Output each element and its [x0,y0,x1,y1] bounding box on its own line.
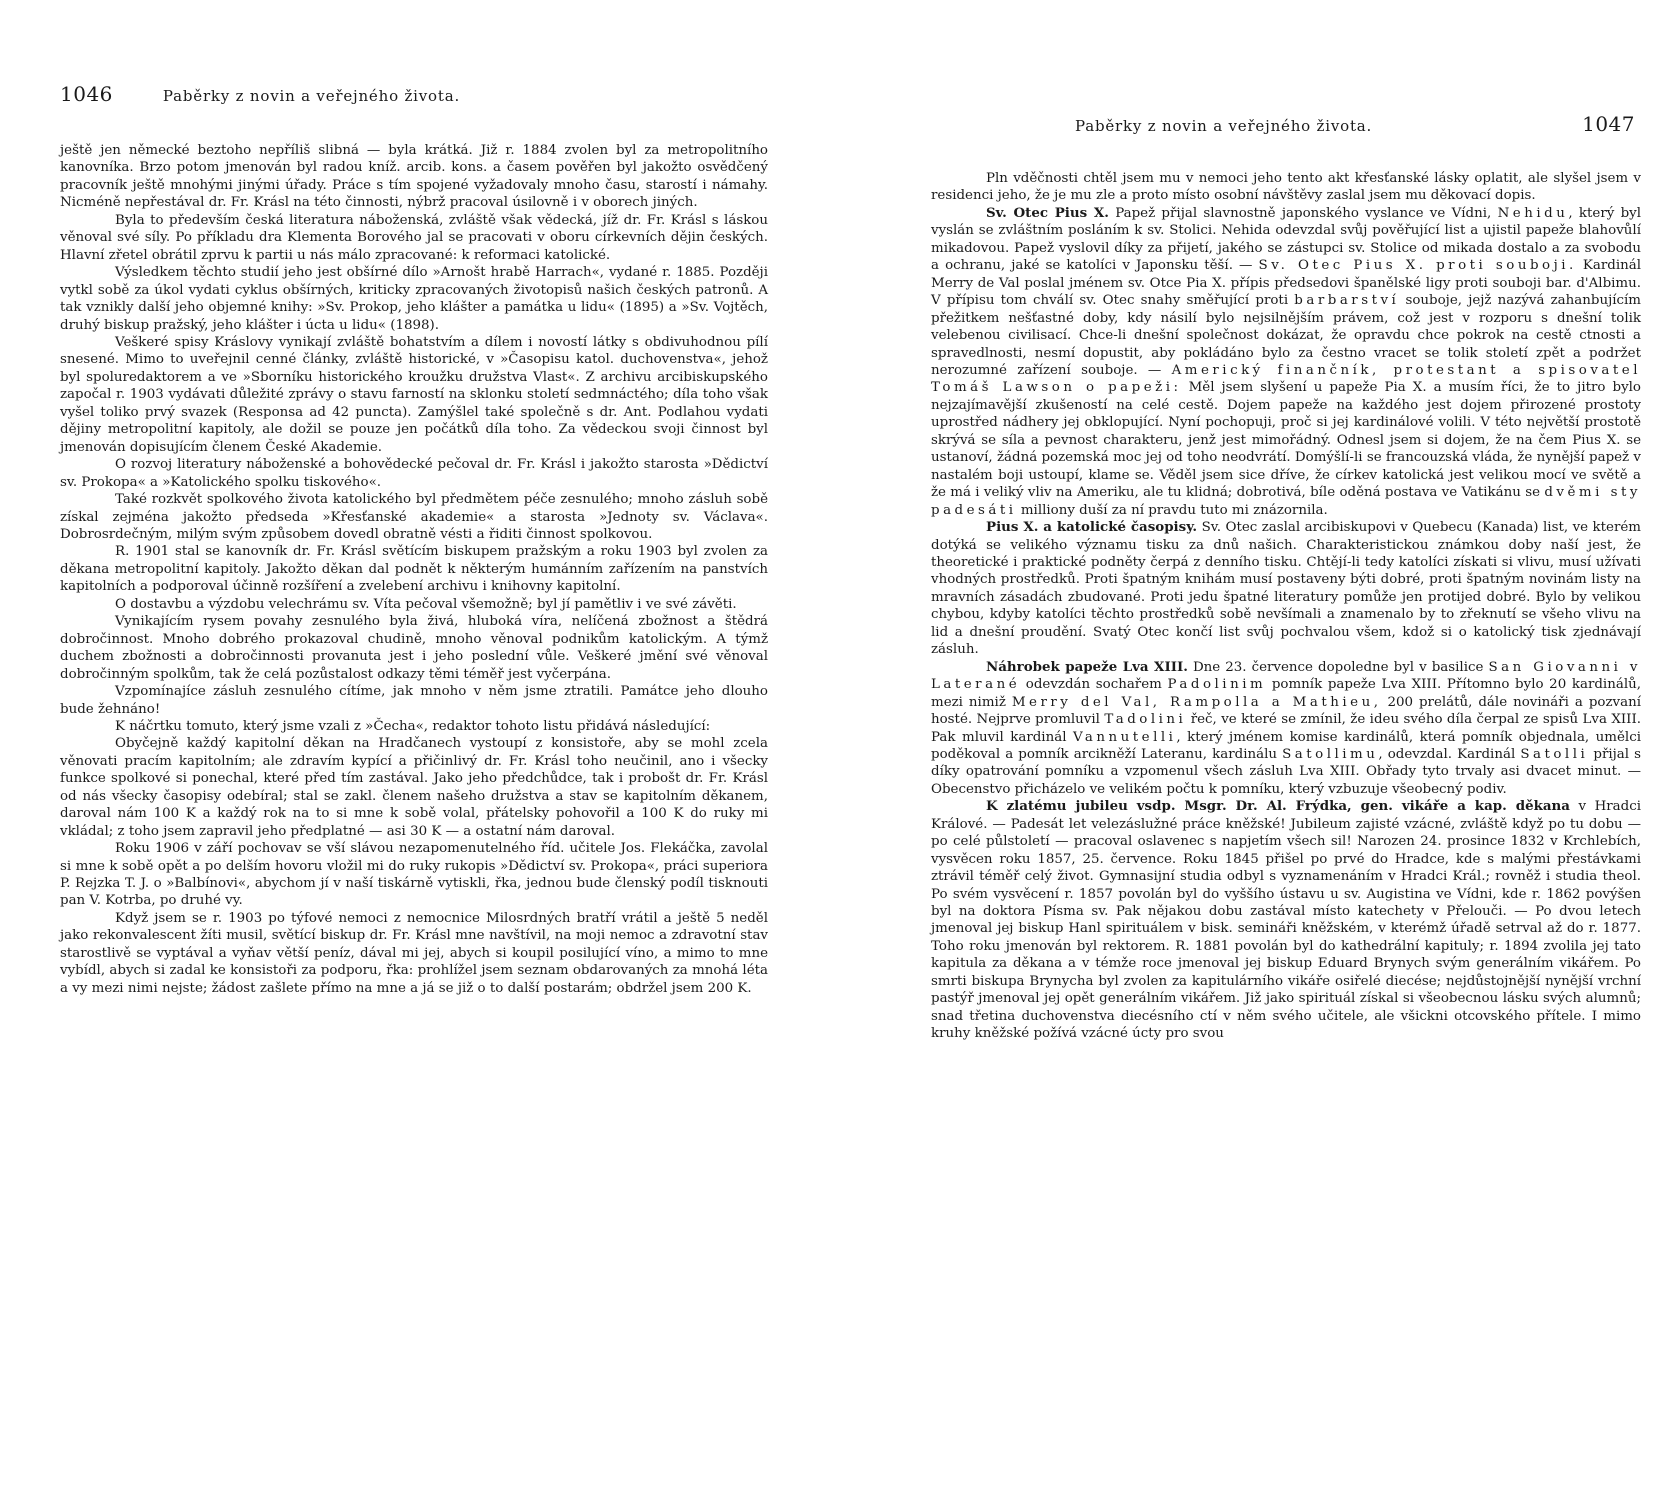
paragraph: K náčrtku tomuto, který jsme vzali z »Čecha«, redaktor tohoto listu přidává následující: [115,718,711,734]
paragraph: Byla to především česká literatura náboženská, zvláště však vědecká, jíž dr. Fr. Krásl s láskou věnoval své síly. Po příkladu dra Klementa Borového jal se pracovati v oboru církevních dějin českých. Hlavní zřetel obrátil zprvu k partii u nás málo zpracované: k reformaci katolické. [60,212,768,263]
spaced-subheading: Sv. Otec Pius X. proti souboji. [1258,258,1577,274]
paragraph: R. 1901 stal se kanovník dr. Fr. Krásl světícím biskupem pražským a roku 1903 byl zvolen za děkana metropolitní kapitoly. Jakožto děkan dal podnět k některým humánním zařízením na panstvích kapitolních a podporoval účinně rozšíření a zvelebení archivu i knihovny kapitolní. [60,544,768,595]
paragraph: Obyčejně každý kapitolní děkan na Hradčanech vystoupí z konsistoře, aby se mohl zcela věnovati pracím kapitolním; ale zdravím kypící a přičinlivý dr. Fr. Krásl toho neučinil, ano i všecky funkce spolkové si ponechal, které před tím zastával. Jako jeho předchůdce, tak i probošt dr. Fr. Krásl od nás všecky časopisy odebíral; stal se zakl. členem našeho družstva a stav se kapitolním děkanem, daroval nám 100 K a každý rok na to si mne k sobě volal, přátelsky pohovořil a 100 K do ruky mi vkládal; z toho jsem zapravil jeho předplatné — asi 30 K — a ostatní nám daroval. [60,736,768,839]
article-jubileum: K zlatému jubileu vsdp. Msgr. Dr. Al. Frýdka, gen. vikáře a kap. děkana v Hradci Králové. — Padesát let velezáslužné práce kněžské! Jubileum zajisté vzácné, zvláště když po tu dobu — po celé půlstoletí — pracoval oslavenec s napjetím všech sil! Narozen 24. prosince 1832 v Krchlebích, vysvěcen roku 1857, 25. července. Roku 1845 přišel po prvé do Hradce, kde s malými přestávkami ztrávil téměř celý život. Gymnasijní studia odbyl s vyznamenáním v Hradci Král.; rovněž i studia theol. Po svém vysvěcení r. 1857 povolán byl do vyššího ústavu u sv. Augistina ve Vídni, kde r. 1862 povýšen byl na doktora Písma sv. Pak nějakou dobu zastával místo katechety v Přelouči. — Po dvou letech jmenoval jej biskup Hanl spirituálem v bisk. semináři kněžském, v kterémž úřadě setrval až do r. 1877. Toho roku jmenován byl rektorem. R. 1881 povolán byl do kathedrální kapituly; r. 1894 zvolila jej tato kapitula za děkana a v témže roce jmenoval jej biskup Eduard Brynych svým generálním vikářem. Po smrti biskupa Brynycha byl zvolen za kapitulárního vikáře osiřelé diecése; nejdůstojnější nynější vrchní pastýř jmenoval jej opět generálním vikářem. Již jako spirituál získal si všeobecnou lásku svých alumnů; snad třetina duchovenstva diecésního ctí v něm svého učitele, ale všickni otcovského přítele. I mimo kruhy kněžské požívá vzácné úcty pro svou [931,798,1641,1042]
spaced-word: barbarství [1294,293,1400,309]
article-casopisy: Pius X. a katolické časopisy. Sv. Otec zaslal arcibiskupovi v Quebecu (Kanada) list, ve kterém dotýká se velikého významu tisku za dnů našich. Charakteristickou známkou doby naší jest, že theoretické i praktické podněty čerpá z denního tisku. Chtějí-li tedy katolíci získati si vlivu, musí užívati vhodných prostředků. Proti špatným knihám musí postaveny býti dobré, proti špatným novinám listy na mravních zásadách zbudované. Proti jedu špatné literatury pomůže jen protijed dobré. Bylo by velikou chybou, kdyby katolíci těchto prostředků sobě nevšímali a znamenalo by to zřeknutí se všeho vlivu na lid a dnešní proudění. Svatý Otec končí list svůj pochvalou všem, kdož si o katolický tisk zjednávají zásluh. [931,519,1641,658]
paragraph: Veškeré spisy Kráslovy vynikají zvláště bohatstvím a dílem i novostí látky s obdivuhodnou pílí snesené. Mimo to uveřejnil cenné články, zvláště historické, v »Časopisu katol. duchovenstva«, jehož byl spoluredaktorem a ve »Sborníku historického kroužku družstva Vlast«. Z archivu arcibiskupského započal r. 1903 vydávati důležité zprávy o stavu farností na sklonku století sedmnáctého; díla toho však vyšel toliko prvý svazek (Responsa ad 42 puncta). Zamýšlel také společně s dr. Ant. Podlahou vydati dějiny metropolitní kapitoly, ale dožil se pouze jen počátků díla toho. Za vědeckou svoji činnost byl jmenován dopisujícím členem České Akademie. [60,334,768,455]
article-heading-cont: gen. vikáře a kap. děkana [1351,798,1570,815]
paragraph: Pln vděčnosti chtěl jsem mu v nemoci jeho tento akt křesťanské lásky oplatit, ale slyšel jsem v residenci jeho, že je mu zle a proto místo osobní návštěvy zaslal jsem mu děkovací dopis. [931,171,1641,204]
article-nahrobek: Náhrobek papeže Lva XIII. Dne 23. července dopoledne byl v basilice San Giovanni v Laterané odevzdán sochařem Padolinim pomník papeže Lva XIII. Přítomno bylo 20 kardinálů, mezi nimiž Merry del Val, Rampolla a Mathieu, 200 prelátů, dále novináři a pozvaní hosté. Nejprve promluvil Tadolini řeč, ve které se zmínil, že ideu svého díla čerpal ze spisů Lva XIII. Pak mluvil kardinál Vannutelli, který jménem komise kardinálů, která pomník objednala, umělci poděkoval a pomník arcikněží Lateranu, kardinálu Satollimu, odevzdal. Kardinál Satolli přijal s díky opatrování pomníku a vzpomenul všech zásluh Lva XIII. Obřady tyto trvaly asi dvacet minut. — Obecenstvo přicházelo ve velikém počtu k pomníku, který vzbuzuje všeobecný podiv. [931,658,1642,797]
paragraph: O dostavbu a výzdobu velechrámu sv. Víta pečoval všemožně; byl jí pamětliv i ve své závěti. [115,596,737,612]
spaced-name: Nehidu [1497,205,1569,221]
spaced-subheading: Americký finančník, protestant a spisovatel Tomáš Lawson o papeži: [931,362,1641,396]
left-page-body [60,142,768,997]
right-page-body [931,170,1641,1043]
paragraph: Když jsem se r. 1903 po týfové nemoci z nemocnice Milosrdných bratří vrátil a ještě 5 neděl jako rekonvalescent žíti musil, světící biskup dr. Fr. Krásl mne navštívil, na moji nemoc a zdravotní stav starostlivě se vyptával a vyňav větší peníz, dával mi jej, abych si koupil posilující víno, a mimo to mne vybídl, abych si zadal ke konsistoři za podporu, řka: prohlížel jsem seznam obdarovaných za mnohá léta a vy mezi nimi nejste; žádost zašlete přímo na mne a já se již o to další postarám; obdržel jsem 200 K. [60,910,768,996]
article-heading: K zlatému jubileu vsdp. Msgr. Dr. Al. Frýdka, [986,798,1352,815]
article-heading: Sv. Otec Pius X. [986,204,1109,221]
spaced-name: Padolinim [1167,677,1267,693]
left-page-header [60,82,760,106]
spaced-name: Merry del Val, Rampolla a Mathieu, [1011,694,1382,710]
right-page-number: 1047 [1582,112,1635,136]
spaced-name: Vannutelli [1072,729,1177,745]
paragraph: Výsledkem těchto studií jeho jest obšírné dílo »Arnošt hrabě Harrach«, vydané r. 1885. Později vytkl sobě za úkol vydati cyklus obšírných, kriticky zpracovaných životopisů našich českých patronů. A tak vznikly další jeho objemné knihy: »Sv. Prokop, jeho klášter a památka u lidu« (1895) a »Sv. Vojtěch, druhý biskup pražský, jeho klášter i úcta u lidu« (1898). [60,265,768,333]
paragraph: Také rozkvět spolkového života katolického byl předmětem péče zesnulého; mnoho zásluh sobě získal zejména jakožto předseda »Křesťanské akademie« a starosta »Jednoty sv. Václava«. Dobrosrdečným, milým svým způsobem dovedl obratně vésti a řiditi činnost spolkovou. [60,492,768,542]
right-page [835,0,1670,1500]
spaced-name: Satolli [1520,746,1589,762]
article-heading: Náhrobek papeže Lva XIII. [986,658,1188,675]
spaced-phrase: dvěmi sty padesáti [931,485,1641,518]
left-running-title: Paběrky z novin a veřejného života. [162,87,461,105]
article-heading: Pius X. a katolické časopisy. [986,519,1198,536]
article-pius: Sv. Otec Pius X. Papež přijal slavnostně japonského vyslance ve Vídni, Nehidu, který byl vyslán se zvláštním posláním k sv. Stolici. Nehida odevzdal svůj pověřující list a ujistil papeže blahovůlí mikadovou. Papež vyslovil díky za přijetí, jakého se zástupci sv. Stolice od mikada dostalo a za svobodu a ochranu, jaké se katolíci v Japonsku těší. — Sv. Otec Pius X. proti souboji. Kardinál Merry de Val poslal jménem sv. Otce Pia X. přípis předsedovi španělské ligy proti souboji bar. d'Albimu. V přípisu tom chválí sv. Otec snahy směřující proti barbarství souboje, jejž nazývá zahanbujícím přežitkem nešťastné doby, kdy násilí bylo nejsilnějším právem, což jest v rozporu s dnešní tolik velebenou civilisací. Chce-li dnešní společnost dokázat, že opravdu chce pokrok na cestě ctnosti a spravedlnosti, nesmí dopustit, aby pokládáno bylo za čestno vracet se tolik století zpět a podržet nerozumné zařízení souboje. — Americký finančník, protestant a spisovatel Tomáš Lawson o papeži: Měl jsem slyšení u papeže Pia X. a musím říci, že to jitro bylo nejzajímavější zkušeností na celé cestě. Dojem papeže na každého jest dojem přirozené prostoty uprostřed nádhery jej obklopující. Nyní pochopuji, proč si jej kardinálové volili. V této největší prostotě skrývá se síla a pevnost charakteru, jenž jest mimořádný. Odnesl jsem si dojem, že na čem Pius X. se ustanoví, žádná pozemská moc jej od toho neodvrátí. Domýšlí-li se francouzská vláda, že nynější papež v nastalém boji ustoupí, klame se. Věděl jsem sice dříve, že církev katolická jest velikou mocí ve světě a že má i veliký vliv na Ameriku, ale tu klidná; dobrotivá, bíle oděná postava ve Vatikánu se dvěmi sty padesáti milliony duší za ní pravdu tuto mi znázornila. [931,204,1642,518]
left-page-number: 1046 [60,82,113,106]
spaced-name: Satollimu [1282,746,1379,762]
spaced-name: San Giovanni v Laterané [931,659,1641,693]
paragraph: Roku 1906 v září pochovav se vší slávou nezapomenutelného říd. učitele Jos. Flekáčka, zavolal si mne k sobě opět a po delším hovoru vložil mi do ruky rukopis »Dědictví sv. Prokopa«, práci superiora P. Rejzka T. J. o »Balbínovi«, abychom jí v naší tiskárně vytiskli, řka, jednou bude členský podíl tisknouti pan V. Kotrba, po druhé vy. [60,841,768,909]
paragraph: O rozvoj literatury náboženské a bohovědecké pečoval dr. Fr. Krásl i jakožto starosta »Dědictví sv. Prokopa« a »Katolického spolku tiskového«. [60,457,768,490]
paragraph: Vynikajícím rysem povahy zesnulého byla živá, hluboká víra, nelíčená zbožnost a štědrá dobročinnost. Mnoho dobrého prokazoval chudině, mnoho věnoval podnikům katolickým. A týmž duchem zbožnosti a dobročinnosti provanuta jest i jeho poslední vůle. Veškeré jmění své věnoval dobročinným spolkům, tak že celá pozůstalost odkazy těmi téměř jest vyčerpána. [60,614,768,682]
right-page-header [915,112,1635,136]
right-running-title: Paběrky z novin a veřejného života. [1075,117,1373,135]
paragraph: ještě jen německé beztoho nepříliš slibná — byla krátká. Již r. 1884 zvolen byl za metropolitního kanovníka. Brzo potom jmenován byl radou kníž. arcib. kons. a časem pověřen byl jakožto osvědčený pracovník ještě mnohými jinými úřady. Práce s tím spojené vyžadovaly mnoho času, starostí i námahy. Nicméně nepřestával dr. Fr. Krásl na této činnosti, nýbrž pracoval úsilovně i v oborech jiných. [60,143,768,211]
paragraph: Vzpomínajíce zásluh zesnulého cítíme, jak mnoho v něm jsme ztratili. Památce jeho dlouho bude žehnáno! [60,684,768,717]
spaced-name: Tadolini [1104,712,1187,728]
